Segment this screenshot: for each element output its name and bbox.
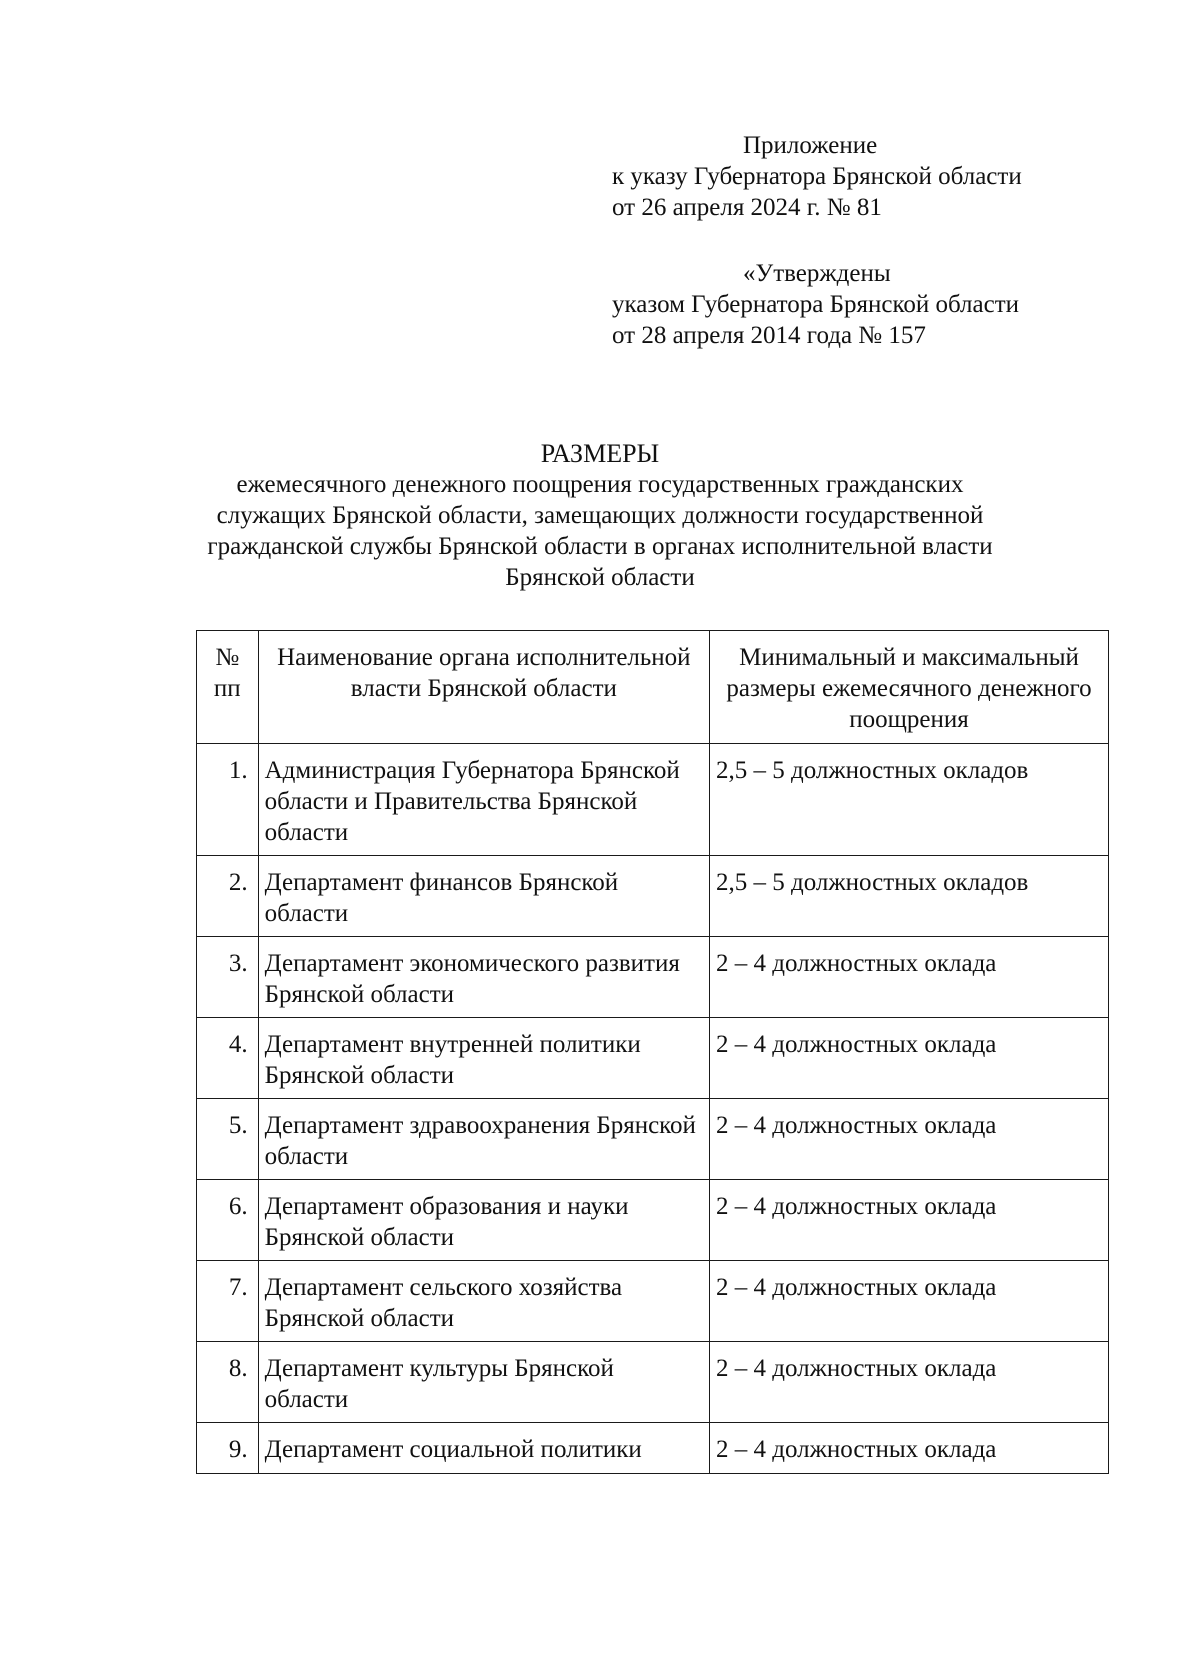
row-num: 4. [197,1018,259,1099]
row-num: 1. [197,744,259,856]
row-name: Департамент культуры Брянской области [258,1342,709,1423]
appendix-title: Приложение [743,132,878,159]
row-range: 2,5 – 5 должностных окладов [710,856,1109,937]
table-row [197,1018,1109,1099]
row-num: 2. [197,856,259,937]
appendix-header [612,130,1022,223]
approved-date-number: от 28 апреля 2014 года № 157 [612,322,926,349]
table-row [197,937,1109,1018]
appendix-date-number: от 26 апреля 2024 г. № 81 [612,194,882,221]
table-row [197,1423,1109,1474]
row-name: Администрация Губернатора Брянской области и Правительства Брянской области [258,744,709,856]
table-row [197,1180,1109,1261]
approved-decree-line: указом Губернатора Брянской области [612,291,1020,318]
row-range: 2 – 4 должностных оклада [710,1180,1109,1261]
row-num: 7. [197,1261,259,1342]
document-title [150,438,1050,593]
row-name: Департамент социальной политики [258,1423,709,1474]
header-range: Минимальный и максимальный размеры ежемесячного денежного поощрения [710,631,1109,744]
document-title-line-3: гражданской службы Брянской области в органах исполнительной власти [207,533,993,560]
table-header-row [197,631,1109,744]
row-range: 2 – 4 должностных оклада [710,1018,1109,1099]
row-range: 2 – 4 должностных оклада [710,1423,1109,1474]
row-num: 5. [197,1099,259,1180]
document-title-line-4: Брянской области [505,564,695,591]
row-name: Департамент внутренней политики Брянской области [258,1018,709,1099]
header-num: № пп [197,631,259,744]
document-title-main: РАЗМЕРЫ [540,439,660,468]
row-range: 2 – 4 должностных оклада [710,1342,1109,1423]
row-name: Департамент образования и науки Брянской области [258,1180,709,1261]
row-name: Департамент экономического развития Брянской области [258,937,709,1018]
row-range: 2 – 4 должностных оклада [710,937,1109,1018]
approved-header [612,258,1019,351]
document-title-line-2: служащих Брянской области, замещающих должности государственной [216,502,984,529]
row-range: 2 – 4 должностных оклада [710,1261,1109,1342]
header-name: Наименование органа исполнительной власти Брянской области [258,631,709,744]
approved-title: «Утверждены [743,260,891,287]
appendix-decree-line: к указу Губернатора Брянской области [612,163,1022,190]
row-name: Департамент финансов Брянской области [258,856,709,937]
row-name: Департамент сельского хозяйства Брянской области [258,1261,709,1342]
row-num: 3. [197,937,259,1018]
rates-table [196,630,1109,1474]
row-name: Департамент здравоохранения Брянской области [258,1099,709,1180]
row-range: 2,5 – 5 должностных окладов [710,744,1109,856]
row-num: 8. [197,1342,259,1423]
table-row [197,744,1109,856]
table-row [197,1342,1109,1423]
table-row [197,856,1109,937]
row-num: 9. [197,1423,259,1474]
row-range: 2 – 4 должностных оклада [710,1099,1109,1180]
row-num: 6. [197,1180,259,1261]
document-title-line-1: ежемесячного денежного поощрения государственных гражданских [236,471,964,498]
table-row [197,1261,1109,1342]
table-row [197,1099,1109,1180]
